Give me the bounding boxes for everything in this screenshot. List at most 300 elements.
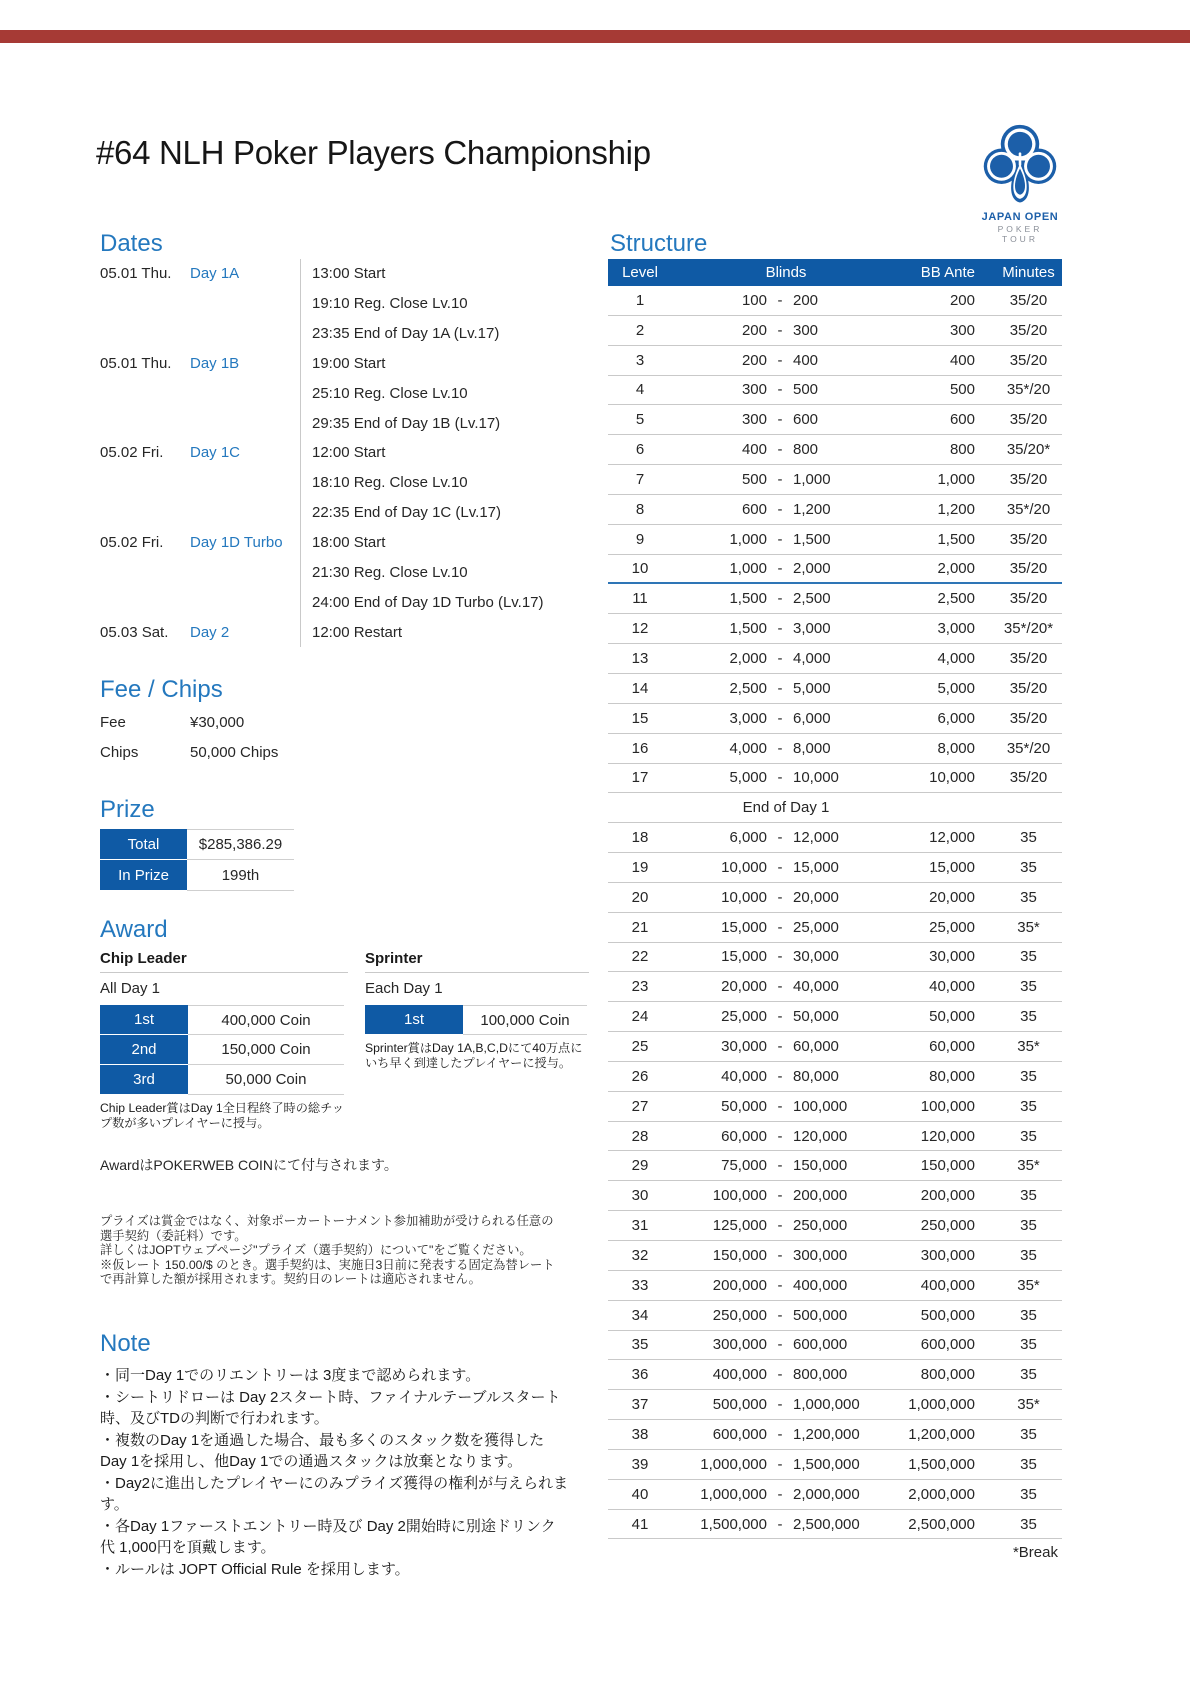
blinds-dash: -	[777, 351, 783, 369]
structure-row	[608, 853, 1062, 883]
minutes-cell: 35/20	[1009, 530, 1048, 548]
big-blind-cell: 500	[793, 381, 819, 399]
minutes-cell: 35	[1020, 1246, 1037, 1264]
big-blind-cell: 2,500	[793, 590, 831, 608]
note-item: ・Day2に進出したプレイヤーにのみプライズ獲得の権利が与えられます。	[100, 1474, 569, 1513]
level-cell: 26	[631, 1067, 649, 1085]
day-label-cell: Day 2	[190, 623, 230, 641]
structure-row	[608, 465, 1062, 495]
fee-chips-row	[100, 707, 420, 737]
minutes-cell: 35/20	[1009, 650, 1048, 668]
level-cell: 35	[631, 1336, 649, 1354]
level-cell: 37	[631, 1396, 649, 1414]
small-blind-cell: 500,000	[712, 1396, 767, 1414]
small-blind-cell: 125,000	[712, 1217, 767, 1235]
small-blind-cell: 150,000	[712, 1246, 767, 1264]
structure-row	[608, 1092, 1062, 1122]
note-item: ・ルールは JOPT Official Rule を採用します。	[100, 1560, 410, 1578]
small-blind-cell: 100,000	[712, 1187, 767, 1205]
blinds-dash: -	[777, 1336, 783, 1354]
small-blind-cell: 50,000	[721, 1097, 767, 1115]
bb-ante-cell: 500,000	[920, 1306, 975, 1324]
logo-text-japan-open: JAPAN OPEN	[981, 211, 1059, 223]
time-cell: 18:00 Start	[300, 528, 572, 558]
structure-row	[608, 614, 1062, 644]
small-blind-cell: 300,000	[712, 1336, 767, 1354]
coin-value-cell: 100,000 Coin	[463, 1005, 587, 1035]
chip-leader-row	[100, 1035, 348, 1065]
time-cell: 22:35 End of Day 1C (Lv.17)	[300, 498, 572, 528]
blinds-dash: -	[777, 1455, 783, 1473]
small-blind-cell: 2,500	[729, 679, 767, 697]
minutes-cell: 35/20	[1009, 411, 1048, 429]
fee-chips-label: Chips	[100, 743, 139, 761]
small-blind-cell: 5,000	[729, 769, 767, 787]
dates-row	[100, 468, 572, 498]
small-blind-cell: 300	[741, 381, 767, 399]
big-blind-cell: 30,000	[793, 948, 839, 966]
blinds-dash: -	[777, 1097, 783, 1115]
date-cell: 05.01 Thu.	[100, 265, 172, 283]
bb-ante-cell: 25,000	[929, 918, 975, 936]
minutes-cell: 35	[1020, 1187, 1037, 1205]
big-blind-cell: 2,500,000	[793, 1515, 860, 1533]
level-cell: 24	[631, 1008, 649, 1026]
small-blind-cell: 60,000	[721, 1127, 767, 1145]
bb-ante-cell: 120,000	[920, 1127, 975, 1145]
small-blind-cell: 75,000	[721, 1157, 767, 1175]
time-cell: 19:10 Reg. Close Lv.10	[300, 289, 572, 319]
structure-row	[608, 943, 1062, 973]
chip-leader-note: Chip Leader賞はDay 1全日程終了時の総チップ数が多いプレイヤーに授与。	[100, 1101, 345, 1130]
small-blind-cell: 200	[741, 351, 767, 369]
minutes-cell: 35	[1020, 1306, 1037, 1324]
structure-row	[608, 1390, 1062, 1420]
bb-ante-cell: 150,000	[920, 1157, 975, 1175]
big-blind-cell: 250,000	[793, 1217, 848, 1235]
level-cell: 29	[631, 1157, 649, 1175]
blinds-dash: -	[777, 500, 783, 518]
bb-ante-cell: 800,000	[920, 1366, 975, 1384]
date-cell: 05.03 Sat.	[100, 623, 169, 641]
structure-row	[608, 1301, 1062, 1331]
structure-row	[608, 286, 1062, 316]
date-cell: 05.02 Fri.	[100, 534, 164, 552]
level-cell: 33	[631, 1276, 649, 1294]
level-cell: 27	[631, 1097, 649, 1115]
dates-row	[100, 498, 572, 528]
blinds-dash: -	[777, 1067, 783, 1085]
level-cell: 1	[635, 291, 645, 309]
dates-row	[100, 259, 572, 289]
bb-ante-cell: 2,500,000	[908, 1515, 975, 1533]
minutes-cell: 35	[1020, 1485, 1037, 1503]
bb-ante-cell: 1,500	[937, 530, 975, 548]
small-blind-cell: 1,000,000	[700, 1455, 767, 1473]
minutes-cell: 35*/20*	[1003, 620, 1054, 638]
blinds-dash: -	[777, 978, 783, 996]
minutes-cell: 35	[1020, 1097, 1037, 1115]
structure-row	[608, 584, 1062, 614]
small-blind-cell: 1,500,000	[700, 1515, 767, 1533]
big-blind-cell: 100,000	[793, 1097, 848, 1115]
big-blind-cell: 50,000	[793, 1008, 839, 1026]
big-blind-cell: 80,000	[793, 1067, 839, 1085]
small-blind-cell: 1,000	[729, 560, 767, 578]
time-cell: 24:00 End of Day 1D Turbo (Lv.17)	[300, 587, 572, 617]
time-cell: 19:00 Start	[300, 349, 572, 379]
minutes-cell: 35/20	[1009, 679, 1048, 697]
minutes-cell: 35	[1020, 1336, 1037, 1354]
dates-row	[100, 587, 572, 617]
fee-chips-label: Fee	[100, 713, 126, 731]
structure-row	[608, 1032, 1062, 1062]
minutes-cell: 35*	[1017, 918, 1040, 936]
bb-ante-cell: 2,500	[937, 590, 975, 608]
bb-ante-cell: 1,000	[937, 470, 975, 488]
minutes-cell: 35/20	[1009, 590, 1048, 608]
bb-ante-cell: 100,000	[920, 1097, 975, 1115]
minutes-cell: 35*/20	[1006, 381, 1051, 399]
bb-ante-cell: 400,000	[920, 1276, 975, 1294]
day-label-cell: Day 1A	[190, 265, 240, 283]
bb-ante-cell: 500	[949, 381, 975, 399]
prize-label-cell: Total	[100, 829, 187, 860]
level-cell: 41	[631, 1515, 649, 1533]
big-blind-cell: 400	[793, 351, 819, 369]
blinds-dash: -	[777, 948, 783, 966]
bb-ante-cell: 3,000	[937, 620, 975, 638]
blinds-dash: -	[777, 1127, 783, 1145]
level-cell: 32	[631, 1246, 649, 1264]
dates-row	[100, 408, 572, 438]
dates-row	[100, 349, 572, 379]
structure-heading: Structure	[610, 230, 708, 257]
level-cell: 28	[631, 1127, 649, 1145]
dates-row	[100, 378, 572, 408]
blinds-dash: -	[777, 1396, 783, 1414]
level-cell: 20	[631, 888, 649, 906]
bb-ante-cell: 4,000	[937, 650, 975, 668]
minutes-cell: 35*	[1017, 1396, 1040, 1414]
sprinter-subtitle: Each Day 1	[365, 980, 443, 997]
minutes-cell: 35	[1020, 1217, 1037, 1235]
small-blind-cell: 1,000,000	[700, 1485, 767, 1503]
minutes-cell: 35	[1020, 1515, 1037, 1533]
level-cell: 14	[631, 679, 649, 697]
prize-row	[100, 829, 294, 860]
bb-ante-cell: 800	[949, 441, 975, 459]
level-cell: 39	[631, 1455, 649, 1473]
big-blind-cell: 6,000	[793, 709, 831, 727]
level-cell: 13	[631, 650, 649, 668]
big-blind-cell: 1,500	[793, 530, 831, 548]
structure-row	[608, 1151, 1062, 1181]
structure-row	[608, 1450, 1062, 1480]
structure-row	[608, 704, 1062, 734]
small-blind-cell: 100	[741, 291, 767, 309]
sprinter-note: Sprinter賞はDay 1A,B,C,Dにて40万点にいち早く到達したプレイヤーに授与。	[365, 1041, 583, 1070]
end-of-day-label: End of Day 1	[742, 799, 830, 817]
structure-row	[608, 376, 1062, 406]
minutes-cell: 35/20	[1009, 321, 1048, 339]
small-blind-cell: 400	[741, 441, 767, 459]
chip-leader-title: Chip Leader	[100, 950, 348, 973]
small-blind-cell: 1,500	[729, 620, 767, 638]
level-cell: 18	[631, 829, 649, 847]
chip-leader-row	[100, 1065, 348, 1095]
bb-ante-cell: 1,200,000	[908, 1425, 975, 1443]
bb-ante-cell: 40,000	[929, 978, 975, 996]
blinds-dash: -	[777, 1157, 783, 1175]
small-blind-cell: 600,000	[712, 1425, 767, 1443]
big-blind-cell: 25,000	[793, 918, 839, 936]
prize-section	[100, 796, 294, 891]
blinds-dash: -	[777, 1008, 783, 1026]
structure-row	[608, 883, 1062, 913]
big-blind-cell: 5,000	[793, 679, 831, 697]
structure-row	[608, 913, 1062, 943]
bb-ante-cell: 50,000	[929, 1008, 975, 1026]
structure-row	[608, 346, 1062, 376]
structure-row	[608, 1002, 1062, 1032]
dates-heading: Dates	[100, 230, 163, 257]
big-blind-cell: 1,200	[793, 500, 831, 518]
note-item: ・各Day 1ファーストエントリー時及び Day 2開始時に別途ドリンク代 1,000円を頂戴します。	[100, 1517, 556, 1556]
level-cell: 11	[632, 590, 648, 608]
bb-ante-cell: 300	[949, 321, 975, 339]
structure-row	[608, 435, 1062, 465]
big-blind-cell: 300,000	[793, 1246, 848, 1264]
blinds-dash: -	[777, 1485, 783, 1503]
blinds-dash: -	[777, 709, 783, 727]
minutes-cell: 35	[1020, 1008, 1037, 1026]
small-blind-cell: 20,000	[721, 978, 767, 996]
prize-value-cell: 199th	[187, 860, 294, 891]
minutes-cell: 35/20	[1009, 709, 1048, 727]
structure-row	[608, 1122, 1062, 1152]
coin-value-cell: 400,000 Coin	[188, 1005, 344, 1035]
blinds-dash: -	[777, 1276, 783, 1294]
level-cell: 7	[635, 470, 645, 488]
dates-row	[100, 289, 572, 319]
logo-text-poker-tour: POKER TOUR	[997, 224, 1043, 244]
bb-ante-cell: 200	[949, 291, 975, 309]
minutes-cell: 35*	[1017, 1038, 1040, 1056]
bb-ante-cell: 600,000	[920, 1336, 975, 1354]
prize-value-cell: $285,386.29	[187, 829, 294, 860]
level-cell: 5	[635, 411, 645, 429]
prize-heading: Prize	[100, 796, 155, 823]
blinds-dash: -	[777, 1306, 783, 1324]
sprinter-block	[365, 950, 589, 1070]
big-blind-cell: 800	[793, 441, 819, 459]
time-cell: 12:00 Restart	[300, 617, 572, 647]
chip-leader-subtitle: All Day 1	[100, 980, 161, 997]
level-cell: 19	[631, 858, 649, 876]
level-cell: 38	[631, 1425, 649, 1443]
note-list	[100, 1365, 570, 1580]
disclaimer-line: ※仮レート 150.00/$ のとき。選手契約は、実施日3日前に発表する固定為替レートで再計算した額が採用されます。契約日のレートは適応されません。	[100, 1257, 555, 1287]
big-blind-cell: 200	[793, 291, 819, 309]
dates-row	[100, 617, 572, 647]
blinds-dash: -	[777, 829, 783, 847]
bb-ante-cell: 60,000	[929, 1038, 975, 1056]
blinds-dash: -	[777, 620, 783, 638]
dates-row	[100, 557, 572, 587]
structure-row	[608, 674, 1062, 704]
minutes-cell: 35	[1020, 888, 1037, 906]
sprinter-title: Sprinter	[365, 950, 589, 973]
blinds-dash: -	[777, 381, 783, 399]
chip-leader-block	[100, 950, 348, 1130]
minutes-cell: 35	[1020, 1127, 1037, 1145]
structure-row	[608, 1331, 1062, 1361]
small-blind-cell: 10,000	[721, 858, 767, 876]
chip-leader-row	[100, 1005, 348, 1035]
level-cell: 22	[631, 948, 649, 966]
level-cell: 31	[631, 1217, 649, 1235]
minutes-cell: 35	[1020, 1366, 1037, 1384]
note-item: ・同一Day 1でのリエントリーは 3度まで認められます。	[100, 1367, 481, 1384]
minutes-cell: 35	[1020, 858, 1037, 876]
big-blind-cell: 60,000	[793, 1038, 839, 1056]
time-cell: 25:10 Reg. Close Lv.10	[300, 378, 572, 408]
minutes-cell: 35/20	[1009, 470, 1048, 488]
structure-section	[608, 230, 1062, 1565]
sprinter-row	[365, 1005, 589, 1035]
bb-ante-cell: 8,000	[937, 739, 975, 757]
structure-table-body	[608, 286, 1062, 1539]
day-label-cell: Day 1D Turbo	[190, 534, 283, 552]
big-blind-cell: 12,000	[793, 829, 839, 847]
blinds-dash: -	[777, 858, 783, 876]
fee-chips-heading: Fee / Chips	[100, 676, 223, 703]
big-blind-cell: 200,000	[793, 1187, 848, 1205]
small-blind-cell: 6,000	[729, 829, 767, 847]
small-blind-cell: 200	[741, 321, 767, 339]
small-blind-cell: 30,000	[721, 1038, 767, 1056]
blinds-dash: -	[777, 1217, 783, 1235]
rank-cell: 1st	[365, 1005, 463, 1035]
level-cell: 16	[631, 739, 649, 757]
dates-row	[100, 438, 572, 468]
big-blind-cell: 8,000	[793, 739, 831, 757]
level-column-header: Level	[622, 264, 658, 281]
small-blind-cell: 15,000	[721, 948, 767, 966]
time-cell: 13:00 Start	[300, 259, 572, 289]
level-cell: 34	[631, 1306, 649, 1324]
minutes-cell: 35	[1020, 1067, 1037, 1085]
award-section	[100, 916, 600, 1130]
big-blind-cell: 20,000	[793, 888, 839, 906]
minutes-cell: 35/20*	[1006, 441, 1051, 459]
big-blind-cell: 4,000	[793, 650, 831, 668]
rank-cell: 3rd	[100, 1065, 188, 1095]
minutes-cell: 35*	[1017, 1157, 1040, 1175]
dates-table	[100, 259, 572, 647]
blinds-dash: -	[777, 321, 783, 339]
small-blind-cell: 1,500	[729, 590, 767, 608]
structure-row	[608, 495, 1062, 525]
blinds-dash: -	[777, 739, 783, 757]
blinds-dash: -	[777, 590, 783, 608]
prize-disclaimer	[100, 1214, 562, 1287]
level-cell: 21	[631, 918, 649, 936]
prize-table	[100, 829, 294, 891]
structure-row	[608, 525, 1062, 555]
blinds-column-header: Blinds	[765, 264, 807, 281]
big-blind-cell: 800,000	[793, 1366, 848, 1384]
bb-ante-cell: 20,000	[929, 888, 975, 906]
blinds-dash: -	[777, 1038, 783, 1056]
blinds-dash: -	[777, 291, 783, 309]
structure-row	[608, 793, 1062, 823]
fee-chips-value: ¥30,000	[190, 713, 245, 731]
bb-ante-cell: 600	[949, 411, 975, 429]
big-blind-cell: 10,000	[793, 769, 839, 787]
minutes-cell: 35/20	[1009, 560, 1048, 578]
small-blind-cell: 600	[741, 500, 767, 518]
small-blind-cell: 10,000	[721, 888, 767, 906]
bb-ante-column-header: BB Ante	[920, 264, 975, 281]
fee-chips-value: 50,000 Chips	[190, 743, 279, 761]
bb-ante-cell: 400	[949, 351, 975, 369]
dates-row	[100, 528, 572, 558]
date-cell: 05.02 Fri.	[100, 444, 164, 462]
page-title: #64 NLH Poker Players Championship	[96, 134, 651, 171]
big-blind-cell: 120,000	[793, 1127, 848, 1145]
time-cell: 12:00 Start	[300, 438, 572, 468]
level-cell: 40	[631, 1485, 649, 1503]
bb-ante-cell: 5,000	[937, 679, 975, 697]
big-blind-cell: 150,000	[793, 1157, 848, 1175]
structure-row	[608, 1271, 1062, 1301]
big-blind-cell: 40,000	[793, 978, 839, 996]
minutes-cell: 35*/20	[1006, 500, 1051, 518]
small-blind-cell: 3,000	[729, 709, 767, 727]
level-cell: 30	[631, 1187, 649, 1205]
structure-header-row	[608, 259, 1062, 286]
level-cell: 23	[631, 978, 649, 996]
dates-row	[100, 319, 572, 349]
blinds-dash: -	[777, 411, 783, 429]
bb-ante-cell: 80,000	[929, 1067, 975, 1085]
structure-row	[608, 1420, 1062, 1450]
big-blind-cell: 500,000	[793, 1306, 848, 1324]
small-blind-cell: 15,000	[721, 918, 767, 936]
minutes-cell: 35	[1020, 948, 1037, 966]
minutes-cell: 35	[1020, 978, 1037, 996]
level-cell: 36	[631, 1366, 649, 1384]
blinds-dash: -	[777, 918, 783, 936]
sprinter-table	[365, 1005, 589, 1035]
big-blind-cell: 1,000	[793, 470, 831, 488]
time-cell: 23:35 End of Day 1A (Lv.17)	[300, 319, 572, 349]
fee-chips-table	[100, 707, 420, 767]
structure-row	[608, 823, 1062, 853]
minutes-cell: 35/20	[1009, 351, 1048, 369]
disclaimer-line: 詳しくはJOPTウェブページ"プライズ（選手契約）について"をご覧ください。	[100, 1243, 532, 1258]
note-item: ・シートリドローは Day 2スタート時、ファイナルテーブルスタート時、及びTDの判断で行われます。	[100, 1388, 561, 1427]
award-heading: Award	[100, 916, 168, 943]
big-blind-cell: 400,000	[793, 1276, 848, 1294]
date-cell: 05.01 Thu.	[100, 354, 172, 372]
fee-chips-row	[100, 737, 420, 767]
small-blind-cell: 1,000	[729, 530, 767, 548]
bb-ante-cell: 250,000	[920, 1217, 975, 1235]
day-label-cell: Day 1B	[190, 354, 240, 372]
